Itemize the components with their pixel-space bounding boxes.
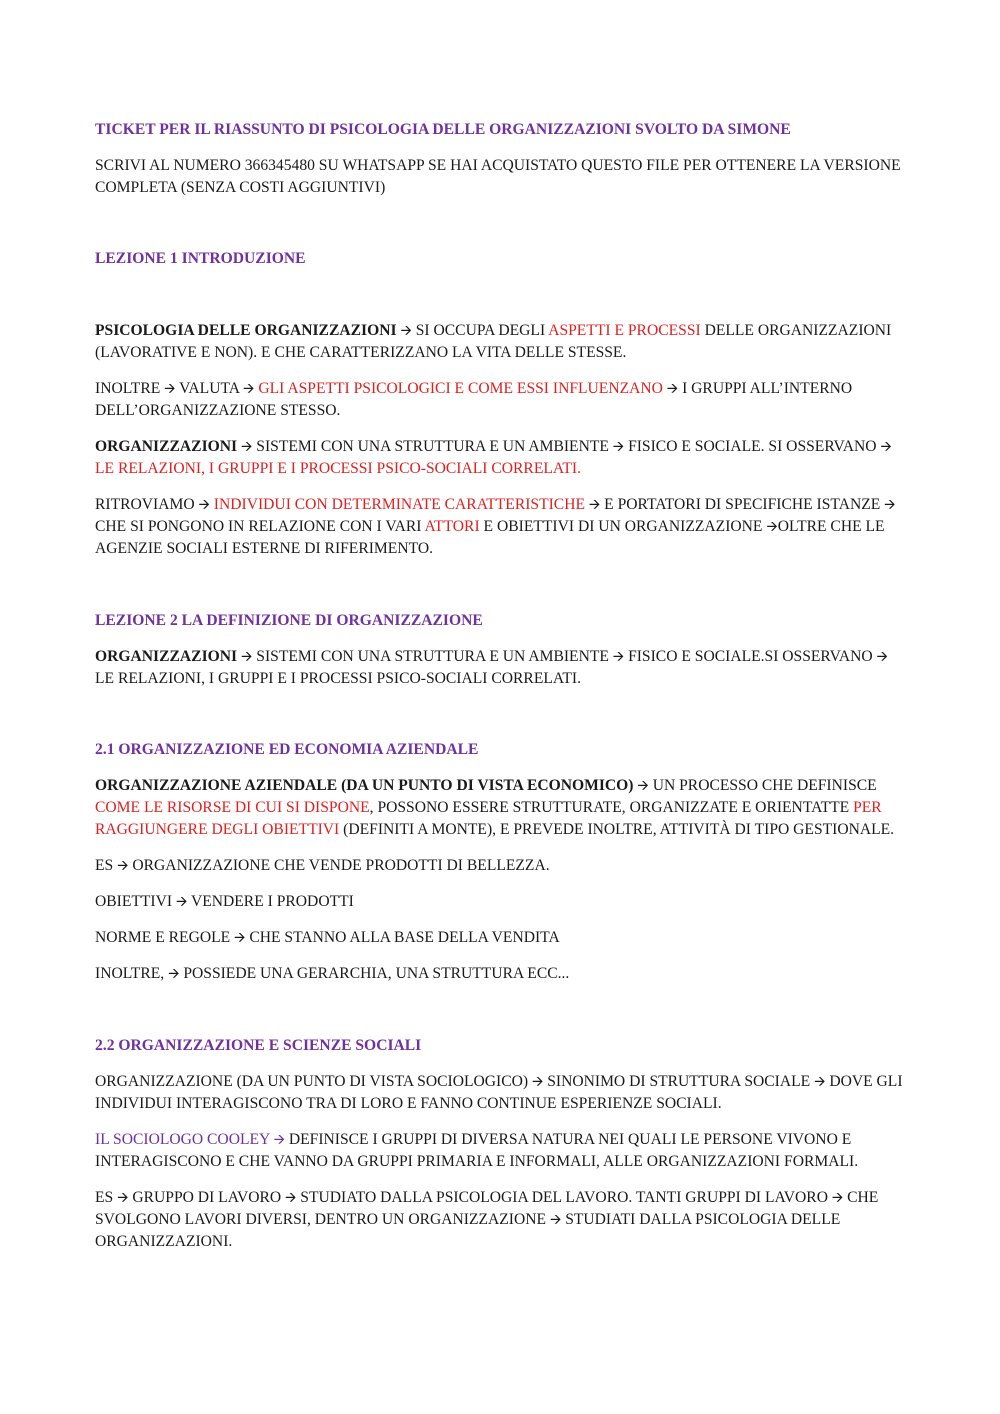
lezione1-heading: LEZIONE 1 INTRODUZIONE (95, 250, 306, 267)
arrow-icon: 🡪 (612, 649, 625, 665)
arrow-icon: 🡪 (285, 1190, 297, 1206)
sec21-norme: NORME E REGOLE 🡪 CHE STANNO ALLA BASE DELLA VENDITA (95, 929, 560, 946)
arrow-icon: 🡪 (234, 930, 246, 946)
bold-term: PSICOLOGIA DELLE ORGANIZZAZIONI (95, 322, 397, 339)
sec22-paragraph-1: ORGANIZZAZIONE (DA UN PUNTO DI VISTA SOCIOLOGICO) 🡪 SINONIMO DI STRUTTURA SOCIALE 🡪 DOVE GLI INDIVIDUI INTERAGISCONO TRA DI LORO E FANNO CONTINUE ESPERIENZE SOCIALI. (95, 1073, 903, 1112)
lezione1-paragraph-3: ORGANIZZAZIONI 🡪 SISTEMI CON UNA STRUTTURA E UN AMBIENTE 🡪 FISICO E SOCIALE. SI OSSERVANO 🡪 LE RELAZIONI, I GRUPPI E I PROCESSI PSICO-SOCIALI CORRELATI. (95, 438, 892, 477)
arrow-icon: 🡪 (884, 497, 896, 513)
arrow-icon: 🡪 (243, 381, 255, 397)
arrow-icon: 🡪 (766, 519, 778, 535)
document-page (95, 119, 910, 1253)
lezione1-paragraph-1: PSICOLOGIA DELLE ORGANIZZAZIONI 🡪 SI OCCUPA DEGLI ASPETTI E PROCESSI DELLE ORGANIZZAZIONI (LAVORATIVE E NON). E CHE CARATTERIZZANO LA VITA DELLE STESSE. (95, 322, 892, 361)
bold-term: ORGANIZZAZIONI (95, 438, 238, 455)
arrow-icon: 🡪 (164, 381, 176, 397)
arrow-icon: 🡪 (117, 858, 129, 874)
highlight-red: INDIVIDUI CON DETERMINATE CARATTERISTICHE (209, 496, 589, 513)
arrow-icon: 🡪 (531, 1074, 544, 1090)
sec21-example: ES 🡪 ORGANIZZAZIONE CHE VENDE PRODOTTI DI BELLEZZA. (95, 857, 550, 874)
sec21-heading: 2.1 ORGANIZZAZIONE ED ECONOMIA AZIENDALE (95, 741, 479, 758)
arrow-icon: 🡪 (880, 439, 892, 455)
lezione2-paragraph-1: ORGANIZZAZIONI 🡪 SISTEMI CON UNA STRUTTURA E UN AMBIENTE 🡪 FISICO E SOCIALE.SI OSSERVANO 🡪 LE RELAZIONI, I GRUPPI E I PROCESSI PSICO-SOCIALI CORRELATI. (95, 648, 888, 687)
highlight-red: PER RAGGIUNGERE DEGLI OBIETTIVI (95, 799, 882, 838)
ticket-text: SCRIVI AL NUMERO 366345480 SU WHATSAPP SE HAI ACQUISTATO QUESTO FILE PER OTTENERE LA VERSIONE COMPLETA (SENZA COSTI AGGIUNTIVI) (95, 157, 901, 196)
arrow-icon: 🡪 (588, 497, 601, 513)
bold-term: ORGANIZZAZIONI (95, 648, 238, 665)
sec22-paragraph-2: IL SOCIOLOGO COOLEY 🡪 DEFINISCE I GRUPPI DI DIVERSA NATURA NEI QUALI LE PERSONE VIVONO E INTERAGISCONO E CHE VANNO DA GRUPPI PRIMARIA E INFORMALI, ALLE ORGANIZZAZIONI FORMALI. (95, 1131, 859, 1170)
sec22-heading: 2.2 ORGANIZZAZIONE E SCIENZE SOCIALI (95, 1037, 422, 1054)
bold-term: ORGANIZZAZIONE AZIENDALE (DA UN PUNTO DI VISTA ECONOMICO) (95, 777, 634, 794)
arrow-icon: 🡪 (168, 966, 180, 982)
highlight-red: ASPETTI E PROCESSI (548, 322, 701, 339)
arrow-icon: 🡪 (876, 649, 888, 665)
sec21-inoltre: INOLTRE, 🡪 POSSIEDE UNA GERARCHIA, UNA STRUTTURA ECC... (95, 965, 570, 982)
arrow-icon: 🡪 (175, 894, 188, 910)
highlight-red: ATTORI (424, 518, 480, 535)
sec22-paragraph-3: ES 🡪 GRUPPO DI LAVORO 🡪 STUDIATO DALLA PSICOLOGIA DEL LAVORO. TANTI GRUPPI DI LAVORO 🡪 CHE SVOLGONO LAVORI DIVERSI, DENTRO UN ORGANIZZAZIONE 🡪 STUDIATI DALLA PSICOLOGIA DELLE ORGANIZZAZIONI. (95, 1189, 879, 1250)
lezione1-paragraph-4: RITROVIAMO 🡪 INDIVIDUI CON DETERMINATE CARATTERISTICHE 🡪 E PORTATORI DI SPECIFICHE ISTANZE 🡪 CHE SI PONGONO IN RELAZIONE CON I VARI ATTORI E OBIETTIVI DI UN ORGANIZZAZIONE 🡪OLTRE CHE LE AGENZIE SOCIALI ESTERNE DI RIFERIMENTO. (95, 496, 896, 557)
sec21-paragraph-1: ORGANIZZAZIONE AZIENDALE (DA UN PUNTO DI VISTA ECONOMICO) 🡪 UN PROCESSO CHE DEFINISCE COME LE RISORSE DI CUI SI DISPONE, POSSONO ESSERE STRUTTURATE, ORGANIZZATE E ORIENTATTE PER RAGGIUNGERE DEGLI OBIETTIVI (DEFINITI A MONTE), E PREVEDE INOLTRE, ATTIVITÀ DI TIPO GESTIONALE. (95, 777, 895, 838)
arrow-icon: 🡪 (666, 381, 679, 397)
arrow-icon: 🡪 (831, 1190, 844, 1206)
lezione2-heading: LEZIONE 2 LA DEFINIZIONE DI ORGANIZZAZIONE (95, 612, 483, 629)
sec21-obiettivi: OBIETTIVI 🡪 VENDERE I PRODOTTI (95, 893, 354, 910)
arrow-icon: 🡪 (117, 1190, 129, 1206)
arrow-icon: 🡪 (241, 649, 253, 665)
highlight-red: COME LE RISORSE DI CUI SI DISPONE (95, 799, 370, 816)
arrow-icon: 🡪 (241, 439, 253, 455)
highlight-purple: IL SOCIOLOGO COOLEY (95, 1131, 274, 1148)
arrow-icon: 🡪 (814, 1074, 826, 1090)
arrow-icon: 🡪 (637, 778, 649, 794)
highlight-red: LE RELAZIONI, I GRUPPI E I PROCESSI PSICO-SOCIALI CORRELATI. (95, 460, 582, 477)
arrow-icon: 🡪 (273, 1132, 285, 1148)
lezione1-paragraph-2: INOLTRE 🡪 VALUTA 🡪 GLI ASPETTI PSICOLOGICI E COME ESSI INFLUENZANO 🡪 I GRUPPI ALL’INTERNO DELL’ORGANIZZAZIONE STESSO. (95, 380, 853, 419)
arrow-icon: 🡪 (400, 323, 412, 339)
ticket-title: TICKET PER IL RIASSUNTO DI PSICOLOGIA DELLE ORGANIZZAZIONI SVOLTO DA SIMONE (95, 121, 791, 138)
arrow-icon: 🡪 (549, 1212, 562, 1228)
highlight-red: GLI ASPETTI PSICOLOGICI E COME ESSI INFLUENZANO (254, 380, 667, 397)
arrow-icon: 🡪 (612, 439, 625, 455)
arrow-icon: 🡪 (198, 497, 210, 513)
